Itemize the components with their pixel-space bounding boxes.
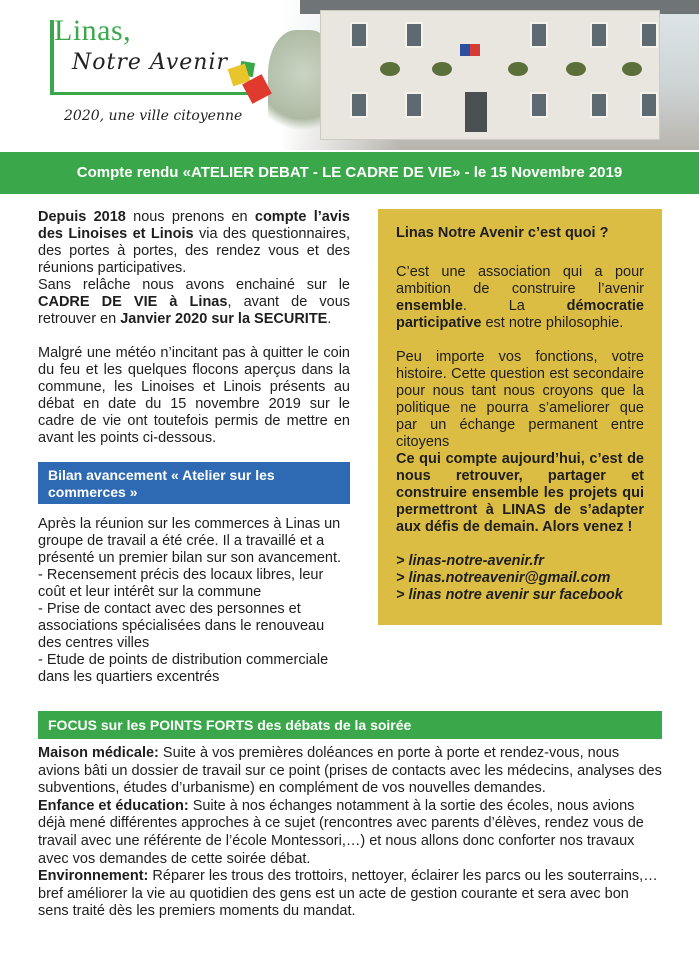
bilan-list [38, 516, 350, 686]
page-title: Compte rendu «ATELIER DEBAT - LE CADRE DE VIE» - le 15 Novembre 2019 [0, 152, 699, 194]
about-question: Linas Notre Avenir c’est quoi ? [396, 225, 609, 241]
about-paragraph-3: Ce qui compte aujourd’hui, c’est de nous retrouver, partager et construire ensemble les projets qui permettront à LINAS de s’adapter aux défis de demain. Alors venez ! [396, 451, 644, 535]
bilan-heading: Bilan avancement « Atelier sur les commerces » [38, 462, 350, 504]
focus-list [38, 745, 662, 921]
text-run: Sans relâche nous avons enchainé sur le [38, 277, 350, 293]
text-run: compte l’avis des Linoises et Linois [38, 209, 350, 242]
tagline: 2020, une ville citoyenne [64, 108, 243, 124]
header [0, 0, 699, 150]
facebook-link[interactable]: > linas notre avenir sur facebook [396, 587, 623, 603]
text-run: nous prenons en [125, 209, 255, 225]
about-box [378, 209, 662, 625]
list-item: - Recensement précis des locaux libres, leur coût et leur intérêt sur la commune [38, 567, 324, 600]
flag-icon [460, 44, 470, 56]
intro-paragraph-1 [38, 209, 350, 277]
about-paragraph-2: Peu importe vos fonctions, votre histoire. Cette question est secondaire pour nous tant nous croyons que la politique ne pourra s’ameliorer que par un échange permanent entre citoyens [396, 349, 644, 450]
town-hall-building [320, 10, 660, 140]
text-run: C’est une association qui a pour ambition de construire l’avenir [396, 264, 644, 297]
focus-item-maison-medicale: Maison médicale: Suite à vos premières doléances en porte à porte et rendez-vous, nous avions bâti un dossier de travail sur ce point (prises de contacts avec les médecins, analyses des subventions, études d’urbanisme) en complément de vos nouvelles demandes. [38, 745, 662, 797]
email-link[interactable]: > linas.notreavenir@gmail.com [396, 570, 611, 586]
intro-paragraph-3: Malgré une météo n’incitant pas à quitter le coin du feu et les quelques flocons aperçus dans la commune, les Linoises et Linois présents au débat en date du 15 novembre 2019 sur le cadre de vie ont toutefois permis de mettre en avant les points ci-dessous. [38, 345, 350, 446]
logo-title: Linas, [54, 14, 132, 47]
door [465, 92, 487, 132]
text-run: . [327, 311, 332, 327]
list-item: - Prise de contact avec des personnes et associations spécialisées dans le renouveau des centres villes [38, 601, 325, 651]
focus-heading: FOCUS sur les POINTS FORTS des débats de la soirée [38, 711, 662, 739]
text-run: démocratie participative [396, 298, 644, 331]
about-paragraph-1 [396, 264, 644, 332]
text-run: Depuis 2018 [38, 209, 126, 225]
list-item: - Etude de points de distribution commerciale dans les quartiers excentrés [38, 652, 329, 685]
text-run: , avant de vous retrouver en [38, 294, 351, 327]
logo-subtitle: Notre Avenir [72, 50, 229, 75]
focus-item-environnement: Environnement: Réparer les trous des trottoirs, nettoyer, éclairer les parcs ou les souterrains,… bref améliorer la vie au quotidien des gens est un acte de gestion courante et sera avec bon sens traité dès les premiers moments du mandat. [38, 868, 658, 920]
text-run: ensemble [396, 298, 463, 314]
text-run: CADRE DE VIE à Linas [38, 294, 228, 310]
list-item: Après la réunion sur les commerces à Linas un groupe de travail a été crée. Il a travaillé et a présenté un premier bilan sur son avancement. [38, 516, 342, 566]
focus-item-enfance: Enfance et éducation: Suite à nos échanges notamment à la sortie des écoles, nous avions déjà mené différentes approches à ce sujet (rencontres avec parents d’élèves, rendez vous de travail avec une référente de l’école Montessori,…) et nous allons donc conforter nos travaux avec vos demandes de cette soirée débat. [38, 797, 644, 867]
text-run: Janvier 2020 sur la SECURITE [120, 311, 328, 327]
website-link[interactable]: > linas-notre-avenir.fr [396, 553, 544, 569]
intro-paragraph-2 [38, 277, 350, 328]
text-run: . La [462, 298, 567, 314]
text-run: via des questionnaires, des portes à portes, des rendez vous et des réunions participatives. [38, 226, 351, 276]
text-run: est notre philosophie. [481, 315, 624, 331]
